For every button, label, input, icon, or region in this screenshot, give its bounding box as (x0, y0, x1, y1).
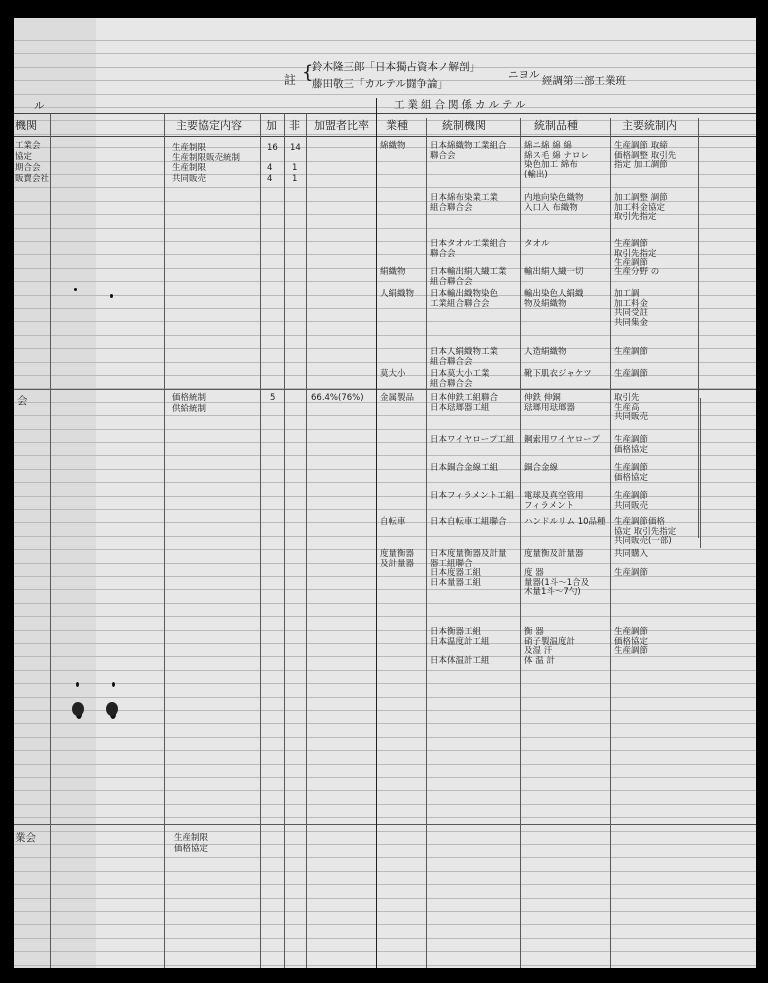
ruled-line (14, 938, 756, 939)
ruled-line (14, 710, 756, 711)
ink-blot (106, 702, 118, 716)
left-col-row2: 会 (17, 395, 28, 407)
note-line-2: 藤田敬三「カルテル闘争論」 (312, 78, 448, 90)
ruled-line (14, 884, 756, 885)
col-divider (284, 113, 285, 968)
left-col-line: 期合会 (15, 163, 41, 173)
ruled-line (14, 764, 756, 765)
row-org: 日本人絹織物工業 組合聯合会 (430, 347, 499, 367)
row-org: 日本輸出絹人繊工業 組合聯合会 (430, 267, 507, 287)
ink-blot (74, 288, 77, 291)
row-main: 生産調節 共同販売 (614, 491, 649, 511)
block1-hi: 1 (292, 163, 298, 173)
note-prefix: 註 (284, 73, 297, 87)
row-main: 生産調節 (614, 369, 649, 379)
ruled-line (14, 589, 756, 590)
row-items: 伸鉄 伸銅 琺瑯用琺瑯器 (524, 393, 576, 413)
ink-blot (112, 682, 115, 687)
block1-content: 生産制限 (172, 143, 207, 153)
row-org: 日本銅合金線工組 (430, 463, 499, 473)
row-separator-1 (14, 389, 756, 390)
ruled-line (14, 134, 756, 135)
ruled-line (14, 965, 756, 966)
block1-ka: 16 (267, 143, 278, 153)
note-department: 經調第二部工業班 (542, 75, 626, 87)
ink-blot (72, 702, 84, 716)
ruled-line (14, 616, 756, 617)
ruled-line (14, 40, 756, 41)
row-industry: 莫大小 (380, 369, 406, 379)
block2-rate: 66.4%(76%) (311, 393, 364, 403)
ruled-line (14, 281, 756, 282)
col-divider (260, 113, 261, 968)
row-org: 日本衡器工組 日本温度計工組 日本体温計工組 (430, 627, 490, 666)
row-org: 日本ワイヤロープ工組 (430, 435, 515, 445)
col-divider (50, 113, 51, 968)
col-divider (700, 398, 701, 548)
row-main: 生産調節 (614, 347, 649, 357)
ruled-line (14, 844, 756, 845)
block2-ka: 5 (270, 393, 276, 403)
col-rate: 加盟者比率 (314, 119, 369, 132)
left-col-row3: 業会 (15, 832, 36, 844)
left-col-line: 工業会 (15, 141, 41, 151)
ruled-line (14, 94, 756, 95)
col-divider (426, 118, 427, 968)
row-main: 生産調節 価格協定 生産調節 (614, 627, 649, 657)
row-items: 人造絹織物 (524, 347, 567, 357)
ruled-line (14, 871, 756, 872)
col-ka: 加 (266, 119, 277, 132)
block1-hi: 1 (292, 174, 298, 184)
ruled-line (14, 174, 756, 175)
row-org: 日本綿織物工業組合 聯合会 (430, 141, 507, 161)
note-suffix: ニヨル (508, 69, 540, 81)
row-industry: 綿織物 (380, 141, 406, 151)
row-main: 生産調節 取引先指定 生産調節 (614, 239, 657, 269)
ruled-line (14, 670, 756, 671)
document-page (14, 18, 756, 968)
row-items: 輸出染色人絹織 物及絹織物 (524, 289, 584, 309)
col-org: 統制機関 (442, 119, 486, 132)
row-items: ハンドルリム 10品種 (524, 517, 606, 527)
row-industry: 金属製品 (380, 393, 415, 403)
header-top-rule (14, 113, 756, 114)
row-org: 日本莫大小工業 組合聯合会 (430, 369, 490, 389)
ruled-line (14, 804, 756, 805)
row-main: 生産調節 価格協定 (614, 463, 649, 483)
ruled-line (14, 603, 756, 604)
row-items: タオル (524, 239, 550, 249)
ruled-line (14, 683, 756, 684)
header-bottom-rule (14, 136, 756, 137)
col-divider (698, 118, 699, 538)
row-items: 綿ニ綿 綿 綿 綿ス毛 綿 ナロレ 染色加工 綿布 (輸出) (524, 141, 589, 180)
col-content: 主要協定内容 (176, 119, 242, 132)
row-main: 共同購入 生産調節 (614, 549, 649, 579)
row-org: 日本綿布染業工業 組合聯合会 (430, 193, 499, 213)
row-items: 輸出絹人繊一切 (524, 267, 584, 277)
row-industry: 絹織物 (380, 267, 406, 277)
row-main: 加工調整 調節 加工料金協定 取引先指定 (614, 193, 668, 223)
col-industry: 業種 (386, 119, 408, 132)
ink-blot (76, 682, 79, 687)
ruled-line (14, 228, 756, 229)
ruled-line (14, 951, 756, 952)
row-items: 電球及真空管用 フィラメント (524, 491, 584, 511)
ink-blot (110, 294, 113, 298)
row-main: 生産調節 価格協定 (614, 435, 649, 455)
row-industry: 人絹織物 (380, 289, 415, 299)
block1-content: 共同販売 (172, 174, 207, 184)
row-main: 取引先 生産高 共同販売 (614, 393, 649, 423)
block2-content: 供給統制 (172, 404, 207, 414)
row-items: 銅合金線 (524, 463, 559, 473)
ruled-line (14, 790, 756, 791)
group-title: 工業組合関係カルテル (394, 99, 529, 111)
block1-content: 生産制限販売統制 (172, 153, 241, 163)
row-industry: 度量衡器 及計量器 (380, 549, 415, 569)
ruled-line (14, 107, 756, 108)
ruled-line (14, 831, 756, 832)
ruled-line (14, 362, 756, 363)
col-main: 主要統制内 (622, 119, 677, 132)
row-items: 度量衡及計量器 度 器 量器(1斗〜1合及 木量1斗〜7勺) (524, 549, 590, 598)
col-items: 統制品種 (534, 119, 578, 132)
row-main: 生産調節 取締 価格調整 取引先 指定 加工調節 (614, 141, 677, 171)
row-org: 日本輸出織物染色 工業組合聯合会 (430, 289, 499, 309)
row-main: 加工調 加工料金 共同受註 共同集金 (614, 289, 649, 328)
block2-content: 価格統制 (172, 393, 207, 403)
left-col-line: 販賣会社 (15, 174, 50, 184)
row-industry: 自転車 (380, 517, 406, 527)
ruled-line (14, 737, 756, 738)
block3-content: 生産制限 (174, 833, 209, 843)
ruled-line (14, 777, 756, 778)
col-hi: 非 (289, 119, 300, 132)
row-main: 生産調節価格 協定 取引先指定 共同販売(一部) (614, 517, 677, 547)
col-divider-main (376, 98, 377, 968)
row-org: 日本タオル工業組合 聯合会 (430, 239, 507, 259)
ruled-line (14, 53, 756, 54)
block1-hi: 14 (290, 143, 301, 153)
ruled-line (14, 723, 756, 724)
note-line-1: 鈴木隆三郎「日本獨占資本ノ解剖」 (312, 61, 480, 73)
row-items: 鋼索用ワイヤロープ (524, 435, 600, 445)
row-items: 内地向染色織物 入口入 布織物 (524, 193, 584, 213)
ruled-line (14, 911, 756, 912)
col-divider (164, 113, 165, 968)
ruled-line (14, 187, 756, 188)
ruled-line (14, 817, 756, 818)
row-items: 衡 器 硝子製温度計 及湿 汗 体 温 計 (524, 627, 576, 666)
block1-content: 生産制限 (172, 163, 207, 173)
block1-ka: 4 (267, 174, 273, 184)
ruled-line (14, 697, 756, 698)
row-org: 日本自転車工組聯合 (430, 517, 507, 527)
row-main: 生産分野 の (614, 267, 660, 277)
note-brace: { (302, 62, 314, 83)
ruled-line (14, 335, 756, 336)
row-org: 日本フィラメント工組 (430, 491, 515, 501)
left-col-line: 協定 (15, 152, 33, 162)
row-items: 靴下肌衣ジャケツ (524, 369, 592, 379)
ruled-line (14, 898, 756, 899)
row-org: 日本度量衡器及計量 器工組聯合 日本度器工組 日本量器工組 (430, 549, 507, 588)
col-divider (520, 118, 521, 968)
left-col-head: 機関 (15, 119, 37, 132)
ruled-line (14, 750, 756, 751)
block3-content: 価格協定 (174, 844, 209, 854)
row-org: 日本伸鉄工組聯合 日本琺瑯器工組 (430, 393, 499, 413)
col-divider (306, 113, 307, 968)
left-header: ル (34, 100, 45, 112)
block1-ka: 4 (267, 163, 273, 173)
ruled-line (14, 857, 756, 858)
row-separator-2 (14, 824, 756, 825)
ruled-line (14, 429, 756, 430)
col-divider (610, 118, 611, 968)
ruled-line (14, 924, 756, 925)
